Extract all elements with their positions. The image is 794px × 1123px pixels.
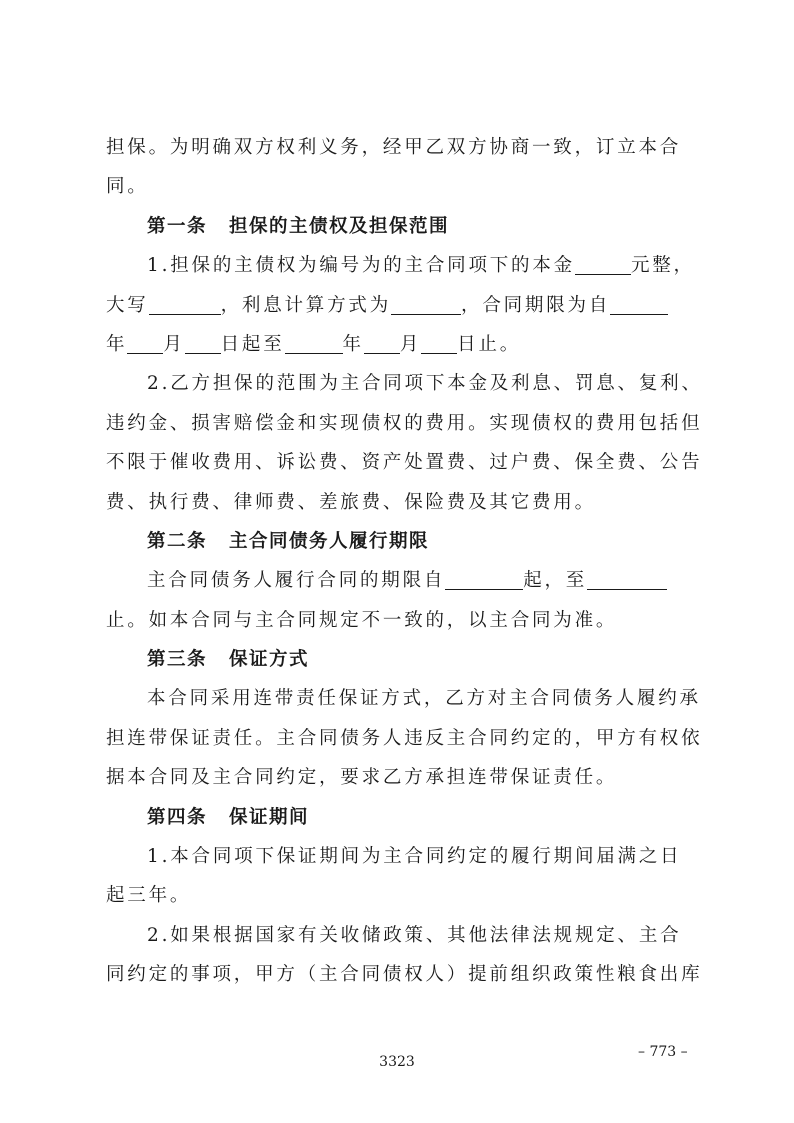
blank-end-year[interactable] bbox=[285, 333, 343, 354]
paragraph-line: 同约定的事项，甲方（主合同债权人）提前组织政策性粮食出库 bbox=[106, 964, 703, 986]
article-number: 第三条 bbox=[147, 649, 208, 671]
document-body bbox=[106, 128, 703, 995]
paragraph-line: 大写 ，利息计算方式为 ，合同期限为自 bbox=[106, 286, 692, 325]
article-title: 主合同债务人履行期限 bbox=[229, 530, 430, 552]
blank-performance-end[interactable] bbox=[587, 569, 667, 590]
blank-performance-start[interactable] bbox=[445, 569, 523, 590]
article-1-heading bbox=[106, 207, 692, 246]
blank-start-month[interactable] bbox=[127, 333, 163, 354]
article-2-heading bbox=[106, 522, 692, 561]
blank-interest-method[interactable] bbox=[391, 294, 461, 315]
article-title: 保证方式 bbox=[229, 649, 310, 671]
blank-principal-amount[interactable] bbox=[575, 254, 631, 275]
paragraph-line: 2.如果根据国家有关收储政策、其他法律法规规定、主合 bbox=[147, 924, 682, 946]
paragraph-line: 费、执行费、律师费、差旅费、保险费及其它费用。 bbox=[106, 491, 596, 513]
paragraph-line: 不限于催收费用、诉讼费、资产处置费、过户费、保全费、公告 bbox=[106, 452, 703, 474]
article-number: 第一条 bbox=[147, 215, 208, 237]
paragraph-line: 违约金、损害赔偿金和实现债权的费用。实现债权的费用包括但 bbox=[106, 412, 703, 434]
paragraph-line: 担保。为明确双方权利义务，经甲乙双方协商一致，订立本合 bbox=[106, 137, 682, 158]
paragraph-line: 本合同采用连带责任保证方式，乙方对主合同债务人履约承 bbox=[147, 688, 701, 710]
blank-end-month[interactable] bbox=[364, 333, 400, 354]
article-title: 担保的主债权及担保范围 bbox=[229, 215, 450, 237]
paragraph-line: 2.乙方担保的范围为主合同项下本金及利息、罚息、复利、 bbox=[147, 373, 703, 395]
article-number: 第二条 bbox=[147, 530, 208, 552]
article-4-heading bbox=[106, 798, 692, 837]
footer-number: 3323 bbox=[379, 1054, 415, 1070]
paragraph-line: 止。如本合同与主合同规定不一致的，以主合同为准。 bbox=[106, 609, 618, 631]
blank-start-day[interactable] bbox=[185, 333, 221, 354]
paragraph-line: 据本合同及主合同约定，要求乙方承担连带保证责任。 bbox=[106, 767, 618, 789]
page-number: – 773 – bbox=[638, 1044, 688, 1060]
blank-end-day[interactable] bbox=[421, 333, 457, 354]
paragraph-line: 1.担保的主债权为编号为的主合同项下的本金 元整， bbox=[147, 255, 695, 277]
article-number: 第四条 bbox=[147, 806, 208, 828]
blank-start-year[interactable] bbox=[610, 294, 668, 315]
paragraph-line: 同。 bbox=[106, 176, 149, 198]
paragraph-line: 年 月 日起至 年 月 日止。 bbox=[106, 333, 522, 355]
blank-amount-in-words[interactable] bbox=[149, 294, 221, 315]
article-3-heading bbox=[106, 640, 692, 679]
paragraph-line: 起三年。 bbox=[106, 885, 192, 907]
paragraph-line: 1.本合同项下保证期间为主合同约定的履行期间届满之日 bbox=[147, 846, 682, 868]
article-title: 保证期间 bbox=[229, 806, 310, 828]
paragraph-line: 担连带保证责任。主合同债务人违反主合同约定的，甲方有权依 bbox=[106, 727, 703, 749]
paragraph-line: 主合同债务人履行合同的期限自 起，至 bbox=[106, 561, 692, 600]
